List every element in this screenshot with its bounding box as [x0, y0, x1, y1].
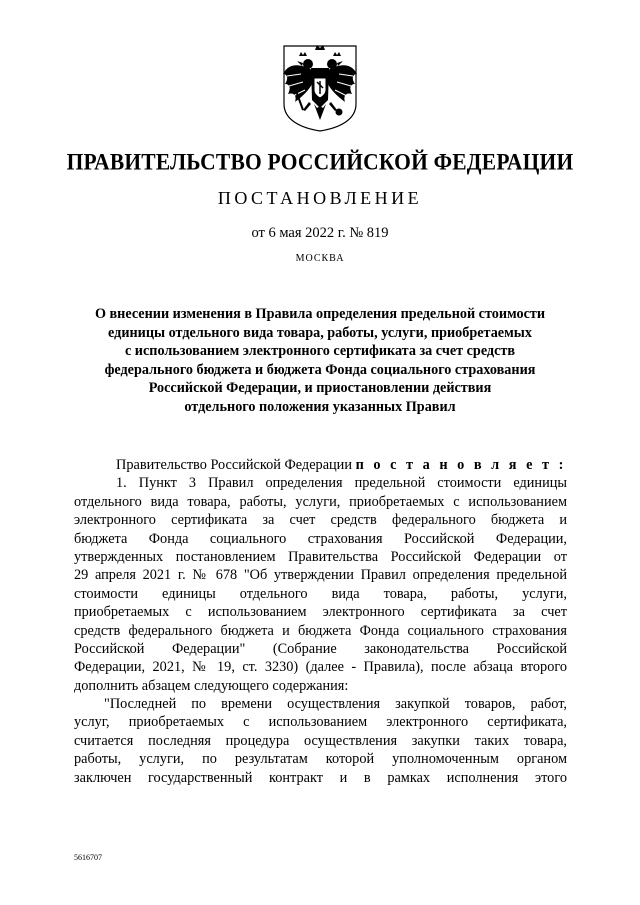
body-line: бюджета Фонда социального страхования Российской Федерации,: [74, 530, 567, 547]
body-line: приобретаемых с использованием электронного сертификата за счет: [74, 604, 567, 621]
body-line: утвержденных постановлением Правительства Российской Федерации от: [74, 548, 567, 565]
government-title: ПРАВИТЕЛЬСТВО РОССИЙСКОЙ ФЕДЕРАЦИИ: [66, 149, 574, 175]
document-type: ПОСТАНОВЛЕНИЕ: [217, 188, 423, 208]
body-line: дополнить абзацем следующего содержания:: [74, 677, 349, 694]
title-line: с использованием электронного сертификата за счет средств: [124, 343, 516, 360]
intro-decree-word: п о с т а н о в л я е т :: [355, 457, 567, 473]
body-line: работы, услуги, по результатам которой уполномоченным органом: [74, 751, 567, 768]
body-line: услуг, приобретаемых с использованием электронного сертификата,: [74, 714, 567, 731]
body-line: Российской Федерации" (Собрание законодательства Российской: [74, 640, 567, 657]
body-line: считается последняя процедура осуществления закупки таких товара,: [74, 732, 567, 749]
coat-of-arms-emblem-icon: [281, 44, 359, 132]
document-body: [74, 456, 567, 787]
body-line: отдельного вида товара, работы, услуги, приобретаемых с использованием: [74, 493, 567, 510]
intro-line: [74, 456, 567, 474]
date-and-number: от 6 мая 2022 г. № 819: [251, 225, 389, 241]
body-line: стоимости единицы отдельного вида товара, работы, услуги,: [74, 585, 567, 602]
body-line: Федерации, 2021, № 19, ст. 3230) (далее - Правила), после абзаца второго: [74, 659, 567, 676]
city: МОСКВА: [295, 253, 345, 264]
intro-text: Правительство Российской Федерации: [116, 457, 352, 473]
body-line: средств федерального бюджета и бюджета Фонда социального страхования: [74, 622, 567, 639]
body-line: заключен государственный контракт и в рамках исполнения этого: [74, 769, 567, 786]
title-line: федерального бюджета и бюджета Фонда социального страхования: [104, 361, 536, 378]
title-line: Российской Федерации, и приостановлении действия: [148, 380, 492, 397]
resolution-title: [60, 305, 580, 417]
body-line: электронного сертификата за счет средств федерального бюджета и: [74, 512, 567, 529]
body-line: 1. Пункт 3 Правил определения предельной стоимости единицы: [116, 475, 567, 492]
document-code: 5616707: [74, 853, 102, 862]
title-line: О внесении изменения в Правила определения предельной стоимости: [94, 306, 546, 322]
title-line: отдельного положения указанных Правил: [184, 398, 456, 415]
body-line: "Последней по времени осуществления закупкой товаров, работ,: [104, 696, 567, 713]
body-line: 29 апреля 2021 г. № 678 "Об утверждении Правил определения предельной: [74, 567, 567, 584]
title-line: единицы отдельного вида товара, работы, услуги, приобретаемых: [108, 324, 532, 341]
